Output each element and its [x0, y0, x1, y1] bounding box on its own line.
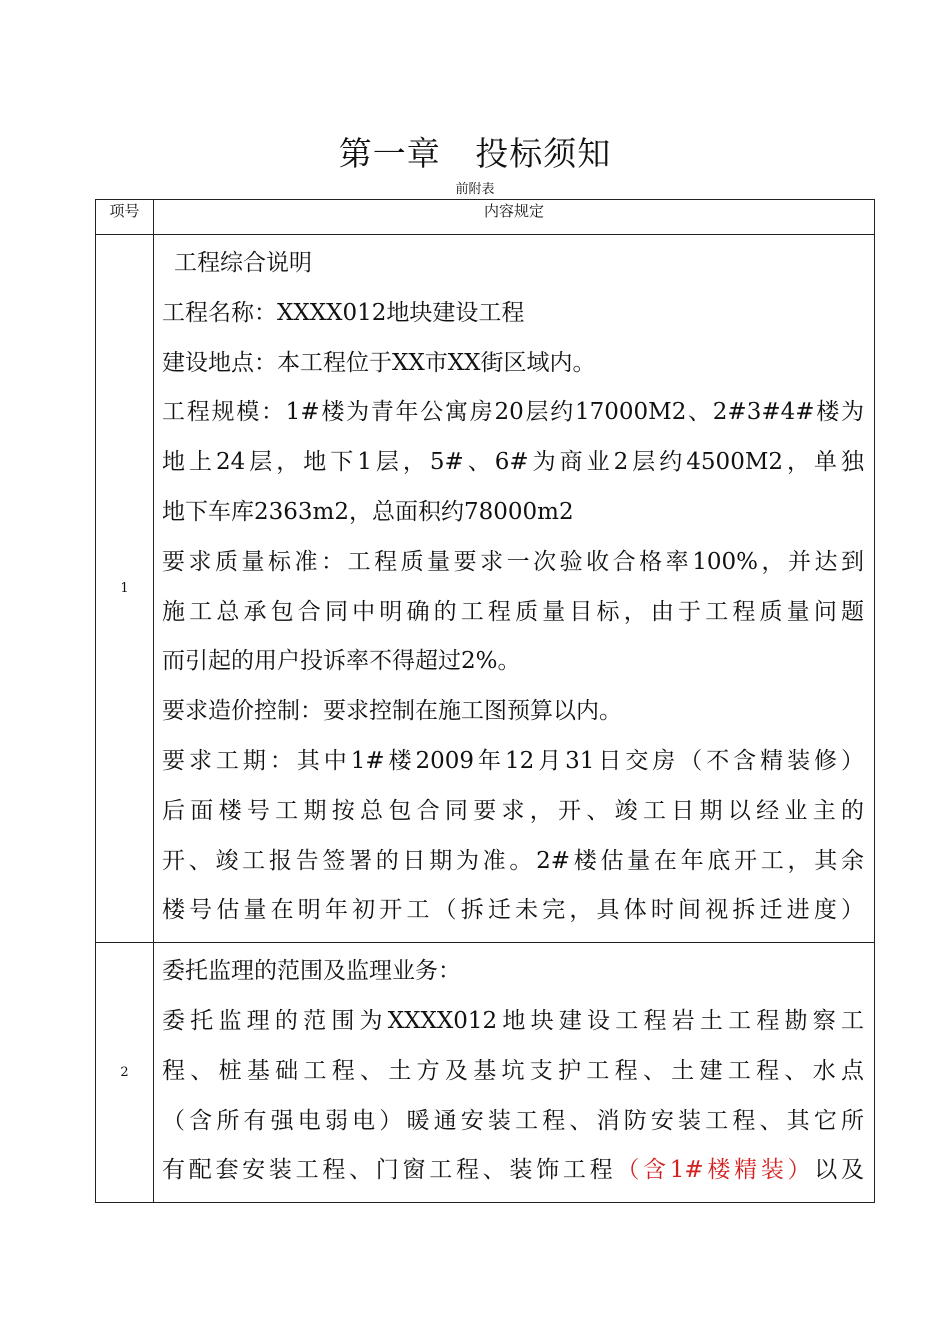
supervision-scope-line: （含所有强电弱电）暖通安装工程、消防安装工程、其它所 [162, 1107, 864, 1134]
scope-text: 有配套安装工程、门窗工程、装饰工程 [162, 1157, 617, 1184]
row-number: 2 [96, 943, 154, 1203]
page-title: 第一章 投标须知 [338, 134, 612, 173]
row-content [154, 943, 875, 1203]
table-row [96, 943, 875, 1203]
quality-standard-line: 施工总承包合同中明确的工程质量目标，由于工程质量问题 [162, 598, 864, 625]
highlighted-note: （含1#楼精装） [616, 1157, 815, 1184]
schedule-line: 后面楼号工期按总包合同要求，开、竣工日期以经业主的 [162, 797, 864, 824]
project-scale-line: 地上24层，地下1层，5#、6#为商业2层约4500M2，单独 [162, 449, 864, 476]
front-table [95, 199, 875, 1203]
schedule-line: 楼号估量在明年初开工（拆迁未完，具体时间视拆迁进度） [162, 897, 864, 924]
scope-text-end: 以及 [814, 1157, 865, 1184]
project-scale-line: 工程规模：1#楼为青年公寓房20层约17000M2、2#3#4#楼为 [162, 399, 864, 426]
table-header-row [96, 200, 875, 235]
row-content [154, 235, 875, 943]
supervision-scope-line: 委托监理的范围为XXXX012地块建设工程岩土工程勘察工 [162, 1007, 864, 1034]
table-caption: 前附表 [455, 182, 495, 197]
schedule-line: 要求工期：其中1#楼2009年12月31日交房（不含精装修） [162, 747, 864, 774]
header-content: 内容规定 [154, 200, 875, 235]
quality-standard-line: 而引起的用户投诉率不得超过2%。 [162, 648, 521, 675]
supervision-scope-line: 程、桩基础工程、土方及基坑支护工程、土建工程、水点 [162, 1057, 864, 1084]
section-heading: 工程综合说明 [174, 250, 312, 276]
project-name-line: 工程名称：XXXX012地块建设工程 [162, 299, 525, 326]
header-item-no: 项号 [96, 200, 154, 235]
project-location-line: 建设地点：本工程位于XX市XX街区域内。 [162, 349, 596, 376]
row-number: 1 [96, 235, 154, 943]
schedule-line: 开、竣工报告签署的日期为准。2#楼估量在年底开工，其余 [162, 847, 864, 874]
cost-control-line: 要求造价控制：要求控制在施工图预算以内。 [162, 698, 622, 725]
project-scale-line: 地下车库2363m2，总面积约78000m2 [162, 498, 574, 525]
supervision-heading: 委托监理的范围及监理业务： [162, 958, 461, 985]
table-row [96, 235, 875, 943]
supervision-scope-line [162, 1146, 864, 1196]
quality-standard-line: 要求质量标准：工程质量要求一次验收合格率100%，并达到 [162, 548, 864, 575]
